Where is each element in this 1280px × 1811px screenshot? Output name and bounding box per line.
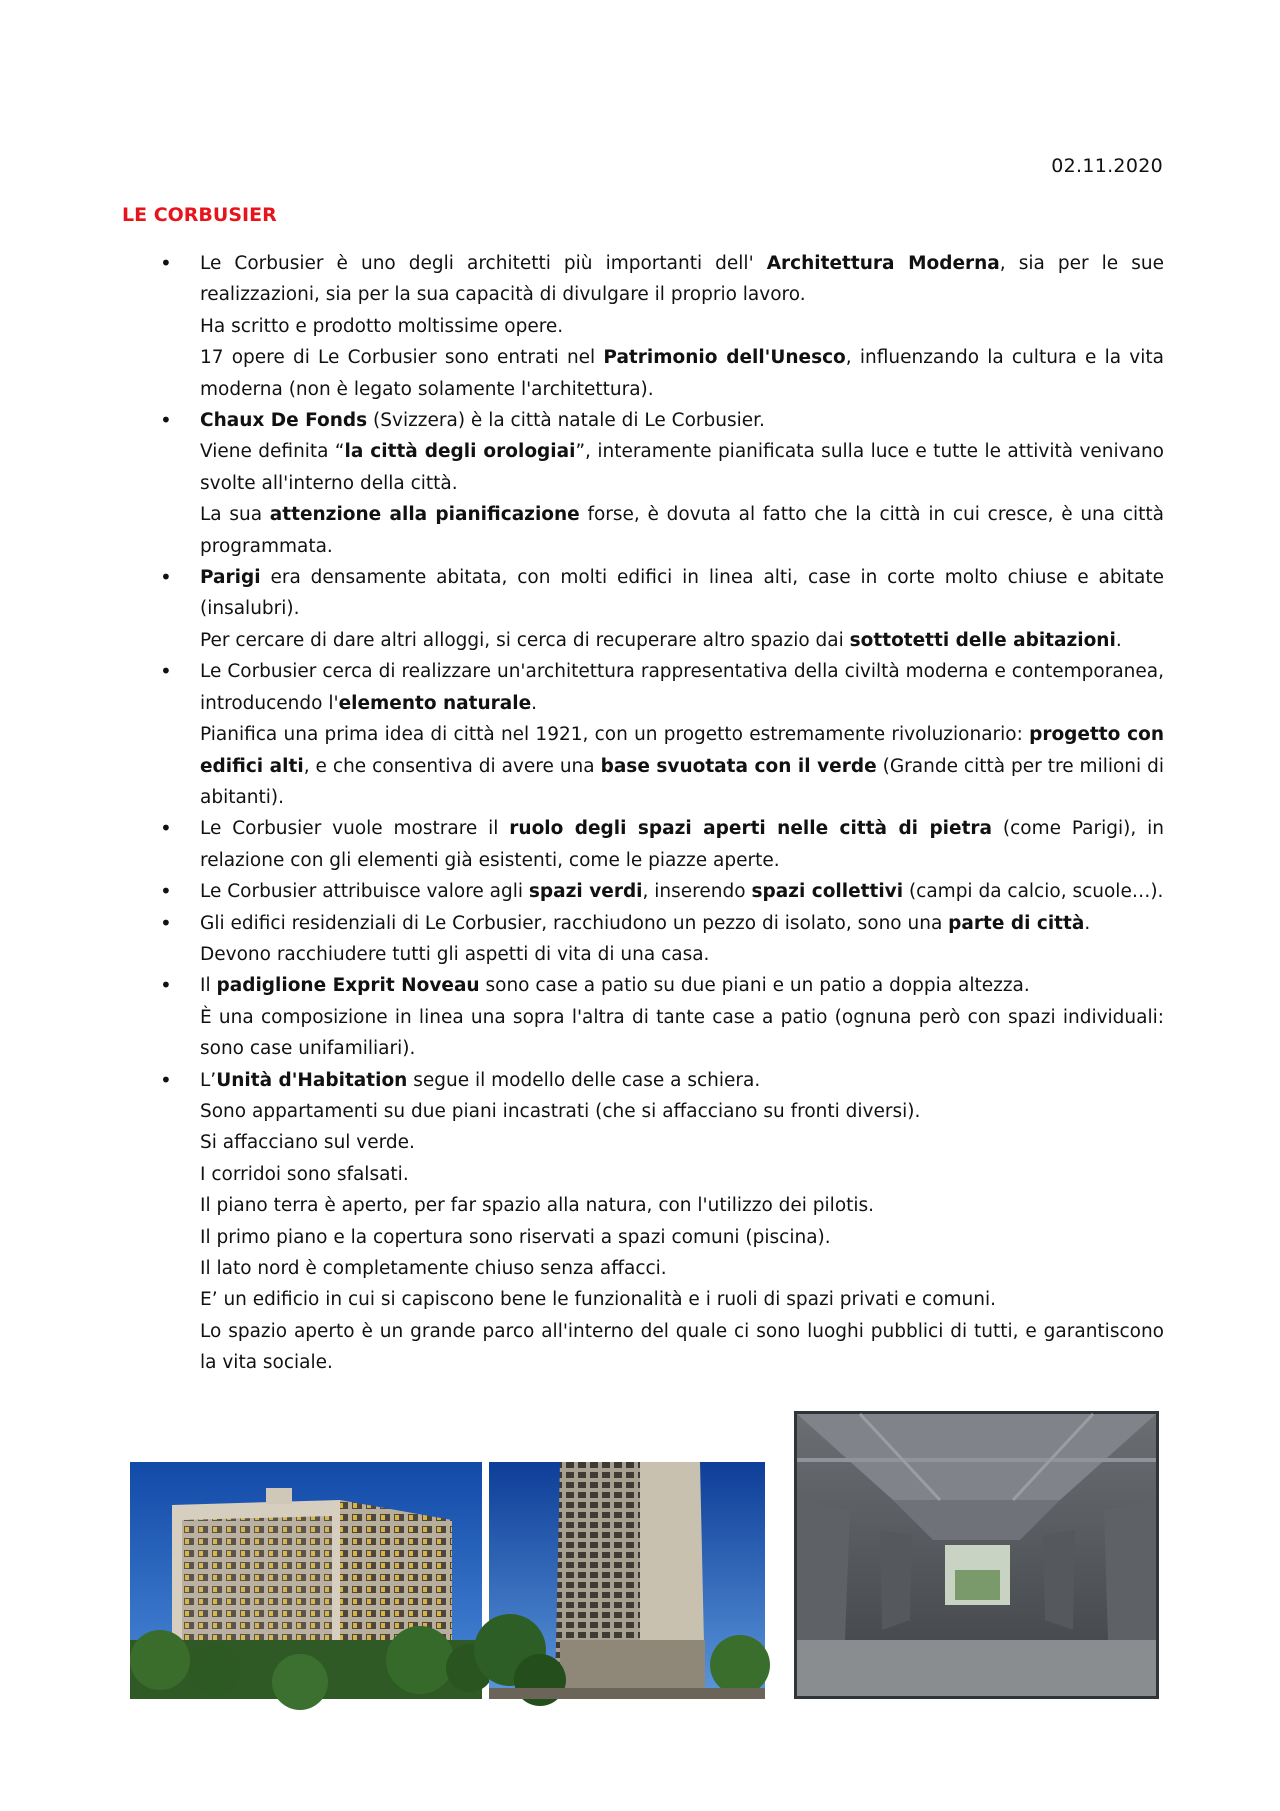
list-item-paragraph bbox=[200, 908, 1164, 939]
text-run: ”, interamente pianificata sulla luce e tutte le attività venivano svolte all'interno della città. bbox=[200, 441, 1164, 494]
list-item bbox=[122, 405, 1164, 562]
list-item-paragraph bbox=[200, 970, 1164, 1001]
list-item-paragraph bbox=[200, 1127, 1164, 1158]
list-item-paragraph bbox=[200, 562, 1164, 625]
text-run: Le Corbusier cerca di realizzare un'architettura rappresentativa della civiltà moderna e contemporanea, introducendo l' bbox=[200, 661, 1164, 714]
bold-text: Architettura Moderna bbox=[766, 253, 1000, 274]
text-run: Pianifica una prima idea di città nel 1921, con un progetto estremamente rivoluzionario: bbox=[200, 724, 1030, 746]
bullet-list bbox=[122, 248, 1164, 1379]
list-item bbox=[122, 562, 1164, 656]
text-run: Devono racchiudere tutti gli aspetti di vita di una casa. bbox=[200, 943, 710, 965]
text-run: Per cercare di dare altri alloggi, si cerca di recuperare altro spazio dai bbox=[200, 629, 850, 651]
list-item-paragraph bbox=[200, 436, 1164, 499]
text-run: La sua bbox=[200, 504, 270, 526]
bold-text: spazi collettivi bbox=[751, 881, 904, 903]
list-item-paragraph bbox=[200, 499, 1164, 562]
text-run: Ha scritto e prodotto moltissime opere. bbox=[200, 315, 564, 337]
text-run: 17 opere di Le Corbusier sono entrati nel bbox=[200, 347, 604, 369]
list-item-paragraph bbox=[200, 813, 1164, 876]
photo-pilotis-underside bbox=[794, 1411, 1159, 1699]
text-run: Il primo piano e la copertura sono riservati a spazi comuni (piscina). bbox=[200, 1226, 831, 1248]
text-run: forse, è dovuta al fatto che la città in cui cresce, è una città programmata. bbox=[200, 504, 1164, 557]
bold-text: padiglione Exprit Noveau bbox=[216, 975, 480, 997]
text-run: Le Corbusier vuole mostrare il bbox=[200, 818, 510, 840]
text-run: , influenzando la cultura e la vita moderna (non è legato solamente l'architettura). bbox=[200, 347, 1164, 400]
bold-text: Unità d'Habitation bbox=[216, 1069, 408, 1091]
bold-text: Chaux De Fonds bbox=[200, 410, 368, 432]
text-run: Il piano terra è aperto, per far spazio alla natura, con l'utilizzo dei pilotis. bbox=[200, 1195, 875, 1217]
text-run: era densamente abitata, con molti edifici in linea alti, case in corte molto chiuse e abitate (insalubri). bbox=[200, 567, 1164, 620]
bold-text: attenzione alla pianificazione bbox=[269, 504, 580, 526]
text-run: Le Corbusier attribuisce valore agli bbox=[200, 881, 529, 903]
list-item bbox=[122, 876, 1164, 907]
list-item-paragraph bbox=[200, 1096, 1164, 1127]
bold-text: elemento naturale bbox=[338, 692, 532, 714]
photo-unite-facade bbox=[130, 1462, 494, 1710]
text-run: segue il modello delle case a schiera. bbox=[407, 1069, 761, 1091]
text-run: Il bbox=[200, 975, 217, 997]
bold-text: spazi verdi bbox=[528, 881, 643, 903]
text-run: Gli edifici residenziali di Le Corbusier, racchiudono un pezzo di isolato, sono una bbox=[200, 912, 949, 934]
list-item-paragraph bbox=[200, 1002, 1164, 1065]
text-run: (campi da calcio, scuole…). bbox=[903, 881, 1164, 903]
list-item bbox=[122, 248, 1164, 405]
list-item-paragraph bbox=[200, 1065, 1164, 1096]
text-run: Le Corbusier è uno degli architetti più importanti dell' bbox=[200, 253, 767, 274]
bold-text: Parigi bbox=[200, 567, 261, 589]
document-date: 02.11.2020 bbox=[1051, 155, 1163, 177]
list-item-paragraph bbox=[200, 1253, 1164, 1284]
list-item-paragraph bbox=[200, 625, 1164, 656]
list-item-paragraph bbox=[200, 656, 1164, 719]
list-item-paragraph bbox=[200, 1284, 1164, 1315]
text-run: . bbox=[1115, 629, 1122, 651]
bold-text: Patrimonio dell'Unesco bbox=[603, 347, 846, 369]
text-run: Il lato nord è completamente chiuso senza affacci. bbox=[200, 1258, 667, 1279]
bold-text: sottotetti delle abitazioni bbox=[849, 629, 1116, 651]
list-item-paragraph bbox=[200, 342, 1164, 405]
list-item bbox=[122, 1065, 1164, 1379]
text-run: . bbox=[1084, 912, 1091, 934]
document-title: LE CORBUSIER bbox=[122, 204, 277, 226]
text-run: (come Parigi), in relazione con gli elementi già esistenti, come le piazze aperte. bbox=[200, 818, 1164, 871]
list-item-paragraph bbox=[200, 311, 1164, 342]
text-run: E’ un edificio in cui si capiscono bene le funzionalità e i ruoli di spazi privati e comuni. bbox=[200, 1289, 997, 1311]
bold-text: la città degli orologiai bbox=[344, 441, 576, 463]
list-item-paragraph bbox=[200, 1222, 1164, 1253]
list-item-paragraph bbox=[200, 405, 1164, 436]
text-run: I corridoi sono sfalsati. bbox=[200, 1163, 409, 1185]
text-run: Lo spazio aperto è un grande parco all'interno del quale ci sono luoghi pubblici di tutti, e garantiscono la vita sociale. bbox=[200, 1320, 1164, 1374]
list-item bbox=[122, 908, 1164, 971]
list-item-paragraph bbox=[200, 1190, 1164, 1221]
list-item bbox=[122, 813, 1164, 876]
text-run: Si affacciano sul verde. bbox=[200, 1132, 415, 1154]
text-run: L’ bbox=[200, 1069, 217, 1091]
bold-text: progetto con edifici alti bbox=[200, 724, 1164, 777]
text-run: (Grande città per tre milioni di abitanti). bbox=[200, 755, 1165, 808]
list-item-paragraph bbox=[200, 719, 1164, 813]
text-run: (Svizzera) è la città natale di Le Corbusier. bbox=[367, 410, 765, 432]
list-item-paragraph bbox=[200, 1316, 1164, 1379]
text-run: Viene definita “ bbox=[200, 441, 345, 463]
text-run: , inserendo bbox=[642, 881, 752, 903]
text-run: , e che consentiva di avere una bbox=[303, 755, 601, 777]
list-item bbox=[122, 656, 1164, 813]
text-run: , sia per le sue realizzazioni, sia per la sua capacità di divulgare il proprio lavoro. bbox=[200, 253, 1164, 306]
text-run: È una composizione in linea una sopra l'altra di tante case a patio (ognuna però con spazi individuali: sono case unifamiliari). bbox=[200, 1006, 1164, 1060]
list-item-paragraph bbox=[200, 1159, 1164, 1190]
bold-text: ruolo degli spazi aperti nelle città di pietra bbox=[509, 818, 993, 840]
bold-text: parte di città bbox=[948, 912, 1085, 934]
list-item-paragraph bbox=[200, 876, 1164, 907]
list-item bbox=[122, 970, 1164, 1064]
text-run: sono case a patio su due piani e un patio a doppia altezza. bbox=[479, 975, 1030, 997]
photo-unite-side bbox=[474, 1462, 770, 1706]
list-item-paragraph bbox=[200, 248, 1164, 311]
list-item-paragraph bbox=[200, 939, 1164, 970]
bold-text: base svuotata con il verde bbox=[600, 755, 877, 777]
text-run: . bbox=[531, 692, 538, 714]
text-run: Sono appartamenti su due piani incastrati (che si affacciano su fronti diversi). bbox=[200, 1100, 921, 1122]
